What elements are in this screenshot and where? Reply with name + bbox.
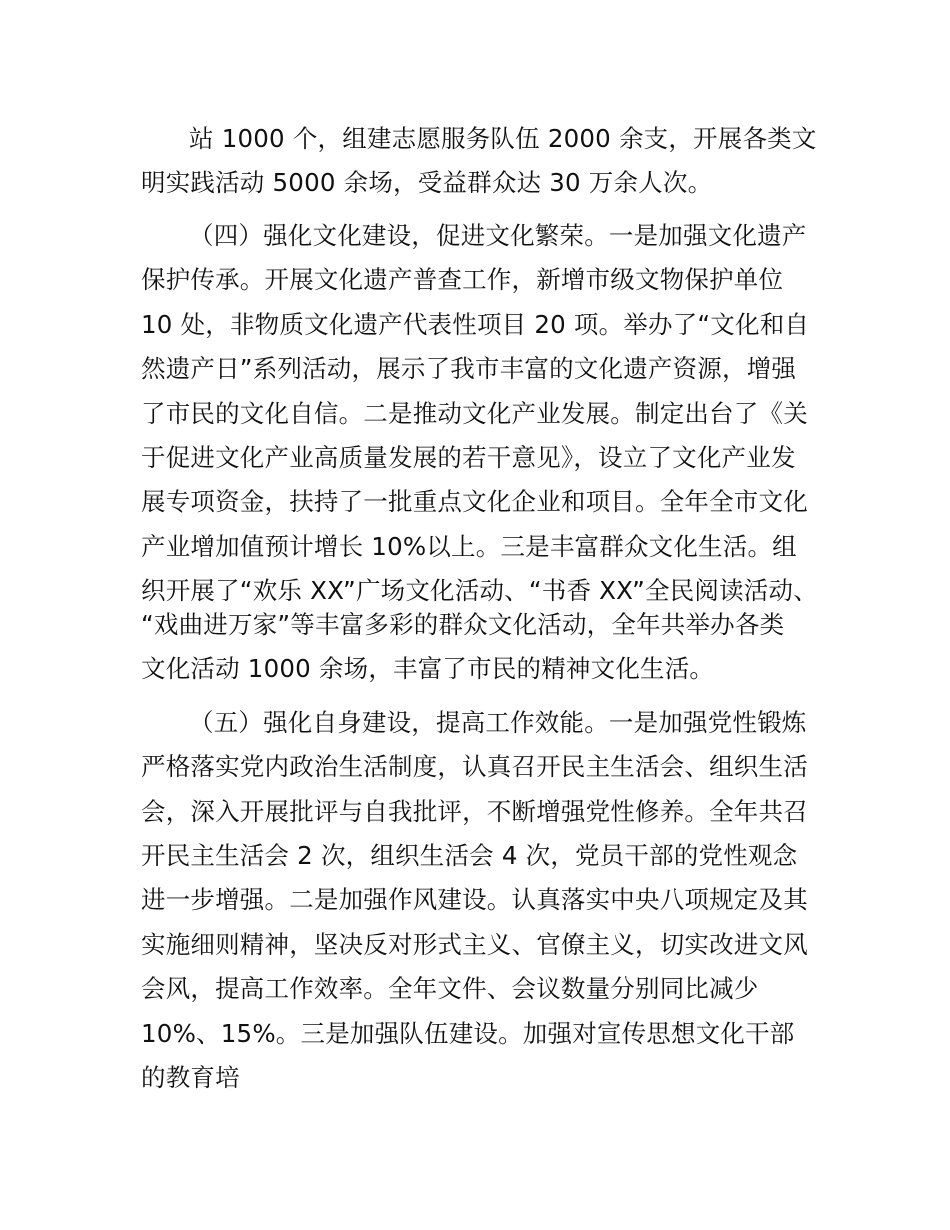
text-line: 的教育培 (141, 1063, 240, 1092)
text-line: 织开展了“欢乐 XX”广场文化活动、“书香 XX”全民阅读活动、 (141, 576, 818, 605)
text-line: 严格落实党内政治生活制度，认真召开民主生活会、组织生活 (141, 752, 808, 781)
text-line: 于促进文化产业高质量发展的若干意见》，设立了文化产业发 (141, 443, 796, 472)
text-line: 明实践活动 5000 余场，受益群众达 30 万余人次。 (141, 168, 713, 197)
text-line: 会风，提高工作效率。全年文件、会议数量分别同比减少 (141, 974, 759, 1003)
text-line: 10%、15%。三是加强队伍建设。加强对宣传思想文化干部 (141, 1019, 795, 1048)
text-line: 10 处，非物质文化遗产代表性项目 20 项。举办了“文化和自 (141, 310, 810, 339)
text-line: 开民主生活会 2 次，组织生活会 4 次，党员干部的党性观念 (141, 841, 798, 870)
text-line: 保护传承。开展文化遗产普查工作，新增市级文物保护单位 (141, 265, 784, 294)
text-line: 文化活动 1000 余场，丰富了市民的精神文化生活。 (141, 654, 715, 683)
section-heading-line: （四）强化文化建设，促进文化繁荣。一是加强文化遗产 (189, 221, 807, 250)
text-line: 展专项资金，扶持了一批重点文化企业和项目。全年全市文化 (141, 487, 808, 516)
section-heading-line: （五）强化自身建设，提高工作效能。一是加强党性锻炼 (189, 708, 807, 737)
text-line: 然遗产日”系列活动，展示了我市丰富的文化遗产资源，增强 (141, 354, 797, 383)
text-line: 了市民的文化自信。二是推动文化产业发展。制定出台了《关 (141, 399, 808, 428)
text-line: 站 1000 个，组建志愿服务队伍 2000 余支，开展各类文 (189, 124, 817, 153)
text-line: 产业增加值预计增长 10%以上。三是丰富群众文化生活。组 (141, 532, 797, 561)
text-line: 实施细则精神，坚决反对形式主义、官僚主义，切实改进文风 (141, 930, 808, 959)
text-line: “戏曲进万家”等丰富多彩的群众文化活动，全年共举办各类 (141, 610, 785, 639)
text-line: 会，深入开展批评与自我批评，不断增强党性修养。全年共召 (141, 797, 808, 826)
text-line: 进一步增强。二是加强作风建设。认真落实中央八项规定及其 (141, 885, 808, 914)
